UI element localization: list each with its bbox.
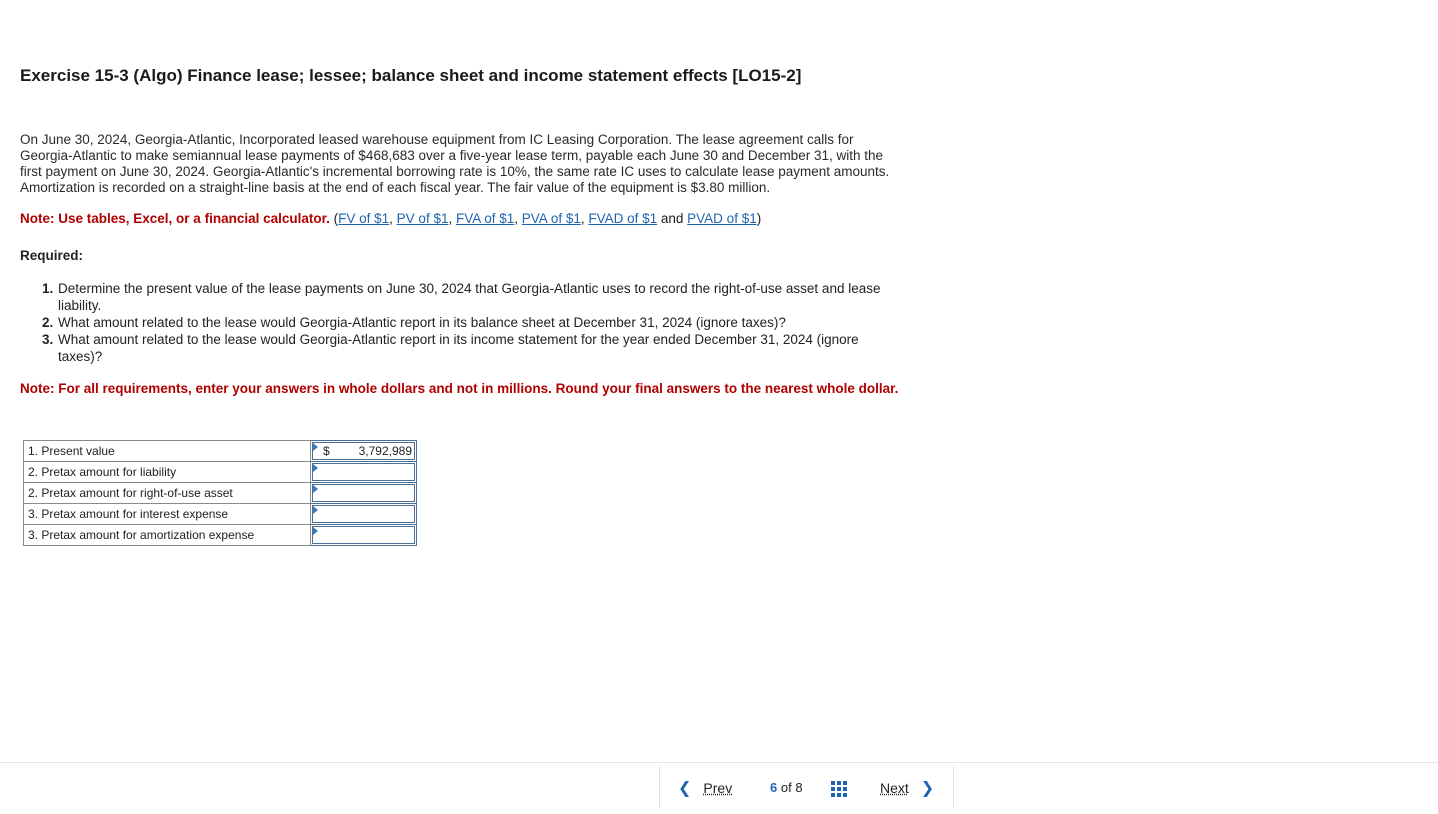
requirement-number: 2. bbox=[42, 315, 54, 330]
row-label: 2. Pretax amount for right-of-use asset bbox=[24, 483, 311, 504]
chevron-left-icon: ❮ bbox=[678, 780, 692, 797]
table-row bbox=[24, 504, 417, 525]
interest-expense-input[interactable] bbox=[312, 505, 415, 523]
requirement-number: 1. bbox=[42, 281, 54, 296]
requirement-text: What amount related to the lease would Georgia-Atlantic report in its income statement for the year ended December 31, 2024 (ignore taxes)? bbox=[58, 332, 859, 364]
table-row bbox=[24, 441, 417, 462]
requirement-3 bbox=[42, 331, 922, 365]
page-indicator bbox=[770, 780, 803, 795]
requirements-list bbox=[42, 280, 922, 365]
total-pages: 8 bbox=[795, 780, 803, 795]
row-label: 3. Pretax amount for amortization expense bbox=[24, 525, 311, 546]
flag-icon bbox=[313, 464, 318, 472]
page-title: Exercise 15-3 (Algo) Finance lease; lessee; balance sheet and income statement effects [LO15-2] bbox=[20, 66, 802, 85]
requirement-2 bbox=[42, 314, 922, 331]
pagination-bar bbox=[659, 766, 954, 808]
link-fva[interactable]: FVA of $1 bbox=[455, 211, 515, 226]
flag-icon bbox=[313, 443, 318, 451]
link-pv[interactable]: PV of $1 bbox=[396, 211, 449, 226]
chevron-right-icon: ❯ bbox=[920, 780, 935, 797]
requirement-text: Determine the present value of the lease payments on June 30, 2024 that Georgia-Atlantic uses to record the right-of-use asset and lease liability. bbox=[58, 281, 881, 313]
answer-cell bbox=[311, 504, 417, 525]
requirement-number: 3. bbox=[42, 332, 54, 347]
and-word: and bbox=[657, 211, 688, 226]
grid-icon[interactable] bbox=[831, 781, 847, 797]
close-paren: ) bbox=[756, 211, 762, 226]
problem-statement: On June 30, 2024, Georgia-Atlantic, Incorporated leased warehouse equipment from IC Leasing Corporation. The lease agreement calls for Georgia-Atlantic to make semiannual lease payments of $468,683 over a five-year lease term, payable each June 30 and December 31, with the first payment on June 30, 2024. Georgia-Atlantic's incremental borrowing rate is 10%, the same rate IC uses to calculate lease payment amounts. Amortization is recorded on a straight-line basis at the end of each fiscal year. The fair value of the equipment is $3.80 million. bbox=[20, 132, 890, 195]
right-of-use-asset-input[interactable] bbox=[312, 484, 415, 502]
present-value-input[interactable] bbox=[312, 442, 415, 460]
answer-cell bbox=[311, 525, 417, 546]
next-label: Next bbox=[880, 780, 909, 796]
row-label: 1. Present value bbox=[24, 441, 311, 462]
link-fv[interactable]: FV of $1 bbox=[338, 211, 390, 226]
flag-icon bbox=[313, 485, 318, 493]
tables-note: Note: Use tables, Excel, or a financial calculator. (FV of $1, PV of $1, FVA of $1, PVA of $1, FVAD of $1 and PVAD of $1) bbox=[20, 211, 762, 226]
next-button[interactable] bbox=[880, 778, 934, 798]
amortization-expense-input[interactable] bbox=[312, 526, 415, 544]
answer-cell bbox=[311, 483, 417, 504]
liability-input[interactable] bbox=[312, 463, 415, 481]
flag-icon bbox=[313, 506, 318, 514]
current-page: 6 bbox=[770, 780, 778, 795]
answer-cell bbox=[311, 462, 417, 483]
input-value: 3,792,989 bbox=[358, 444, 412, 458]
link-fvad[interactable]: FVAD of $1 bbox=[588, 211, 658, 226]
required-heading: Required: bbox=[20, 248, 84, 263]
link-pva[interactable]: PVA of $1 bbox=[521, 211, 581, 226]
rounding-note: Note: For all requirements, enter your answers in whole dollars and not in millions. Round your final answers to the nearest whole dollar. bbox=[20, 381, 899, 396]
row-label: 3. Pretax amount for interest expense bbox=[24, 504, 311, 525]
answer-cell bbox=[311, 441, 417, 462]
table-row bbox=[24, 525, 417, 546]
link-pvad[interactable]: PVAD of $1 bbox=[687, 211, 757, 226]
requirement-1 bbox=[42, 280, 922, 314]
requirement-text: What amount related to the lease would Georgia-Atlantic report in its balance sheet at December 31, 2024 (ignore taxes)? bbox=[58, 315, 786, 330]
row-label: 2. Pretax amount for liability bbox=[24, 462, 311, 483]
prev-button[interactable] bbox=[678, 778, 732, 798]
table-row bbox=[24, 462, 417, 483]
tables-note-label: Note: Use tables, Excel, or a financial calculator. bbox=[20, 211, 330, 226]
currency-symbol: $ bbox=[323, 444, 330, 458]
open-paren: ( bbox=[329, 211, 339, 226]
flag-icon bbox=[313, 527, 318, 535]
answer-table bbox=[23, 440, 417, 546]
of-label: of bbox=[780, 780, 792, 795]
table-row bbox=[24, 483, 417, 504]
footer-divider bbox=[0, 762, 1438, 763]
prev-label: Prev bbox=[703, 780, 733, 796]
